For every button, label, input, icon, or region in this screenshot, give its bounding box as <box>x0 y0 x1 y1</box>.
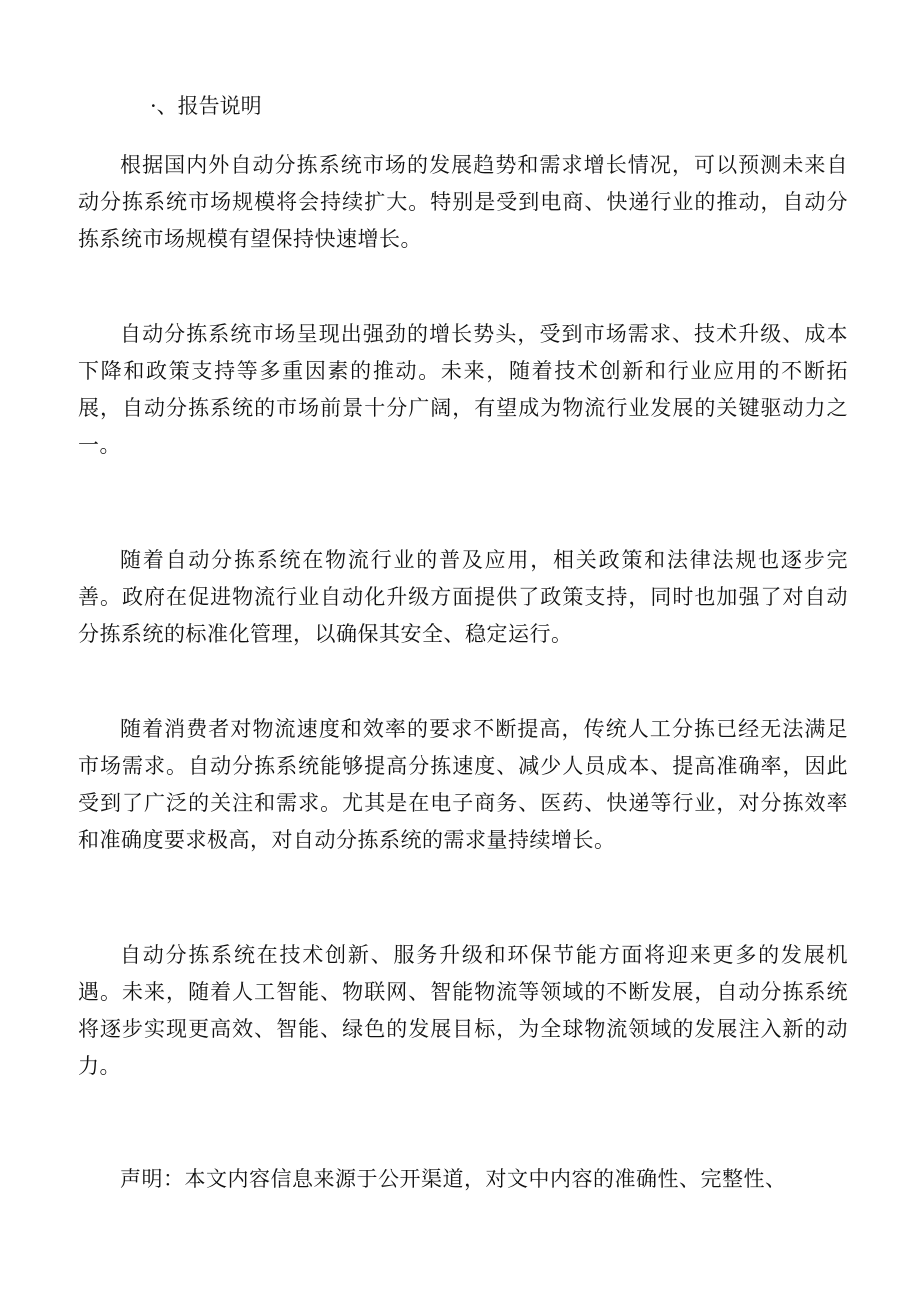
paragraph-consumer-demand: 随着消费者对物流速度和效率的要求不断提高，传统人工分拣已经无法满足市场需求。自动分拣系统能够提高分拣速度、减少人员成本、提高准确率，因此受到了广泛的关注和需求。尤其是在电子商务、医药、快递等行业，对分拣效率和准确度要求极高，对自动分拣系统的需求量持续增长。 <box>78 717 848 852</box>
paragraph-growth-drivers: 自动分拣系统市场呈现出强劲的增长势头，受到市场需求、技术升级、成本下降和政策支持等多重因素的推动。未来，随着技术创新和行业应用的不断拓展，自动分拣系统的市场前景十分广阔，有望成为物流行业发展的关键驱动力之一。 <box>78 322 848 457</box>
section-heading: ·、报告说明 <box>150 94 262 118</box>
paragraph-market-forecast: 根据国内外自动分拣系统市场的发展趋势和需求增长情况，可以预测未来自动分拣系统市场规模将会持续扩大。特别是受到电商、快递行业的推动，自动分拣系统市场规模有望保持快速增长。 <box>78 153 848 251</box>
paragraph-future-opportunities: 自动分拣系统在技术创新、服务升级和环保节能方面将迎来更多的发展机遇。未来，随着人工智能、物联网、智能物流等领域的不断发展，自动分拣系统将逐步实现更高效、智能、绿色的发展目标，为全球物流领域的发展注入新的动力。 <box>78 943 848 1078</box>
paragraph-disclaimer: 声明：本文内容信息来源于公开渠道，对文中内容的准确性、完整性、 <box>120 1167 787 1191</box>
paragraph-policy-regulation: 随着自动分拣系统在物流行业的普及应用，相关政策和法律法规也逐步完善。政府在促进物流行业自动化升级方面提供了政策支持，同时也加强了对自动分拣系统的标准化管理，以确保其安全、稳定运行。 <box>78 548 848 646</box>
